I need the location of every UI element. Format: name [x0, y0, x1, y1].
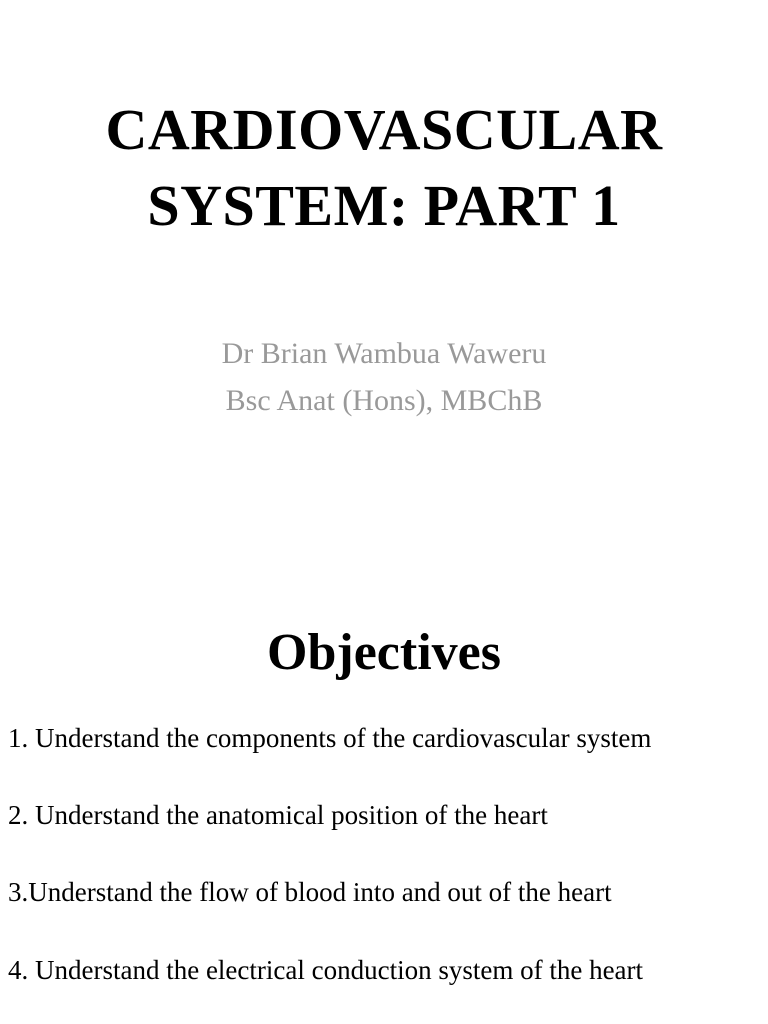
- author-credentials: Bsc Anat (Hons), MBChB: [225, 384, 543, 417]
- objective-item: 3.Understand the flow of blood into and out of the heart: [8, 877, 612, 907]
- objectives-heading: Objectives: [267, 624, 501, 681]
- objective-item: 2. Understand the anatomical position of the heart: [8, 800, 548, 830]
- objective-item: 4. Understand the electrical conduction system of the heart: [8, 955, 644, 985]
- objectives-slide: [0, 512, 768, 1024]
- slide-title-line-2: SYSTEM: PART 1: [147, 173, 621, 238]
- slide-title-line-1: CARDIOVASCULAR: [105, 97, 663, 162]
- author-name: Dr Brian Wambua Waweru: [221, 337, 547, 370]
- objective-item: 1. Understand the components of the cardiovascular system: [8, 723, 652, 753]
